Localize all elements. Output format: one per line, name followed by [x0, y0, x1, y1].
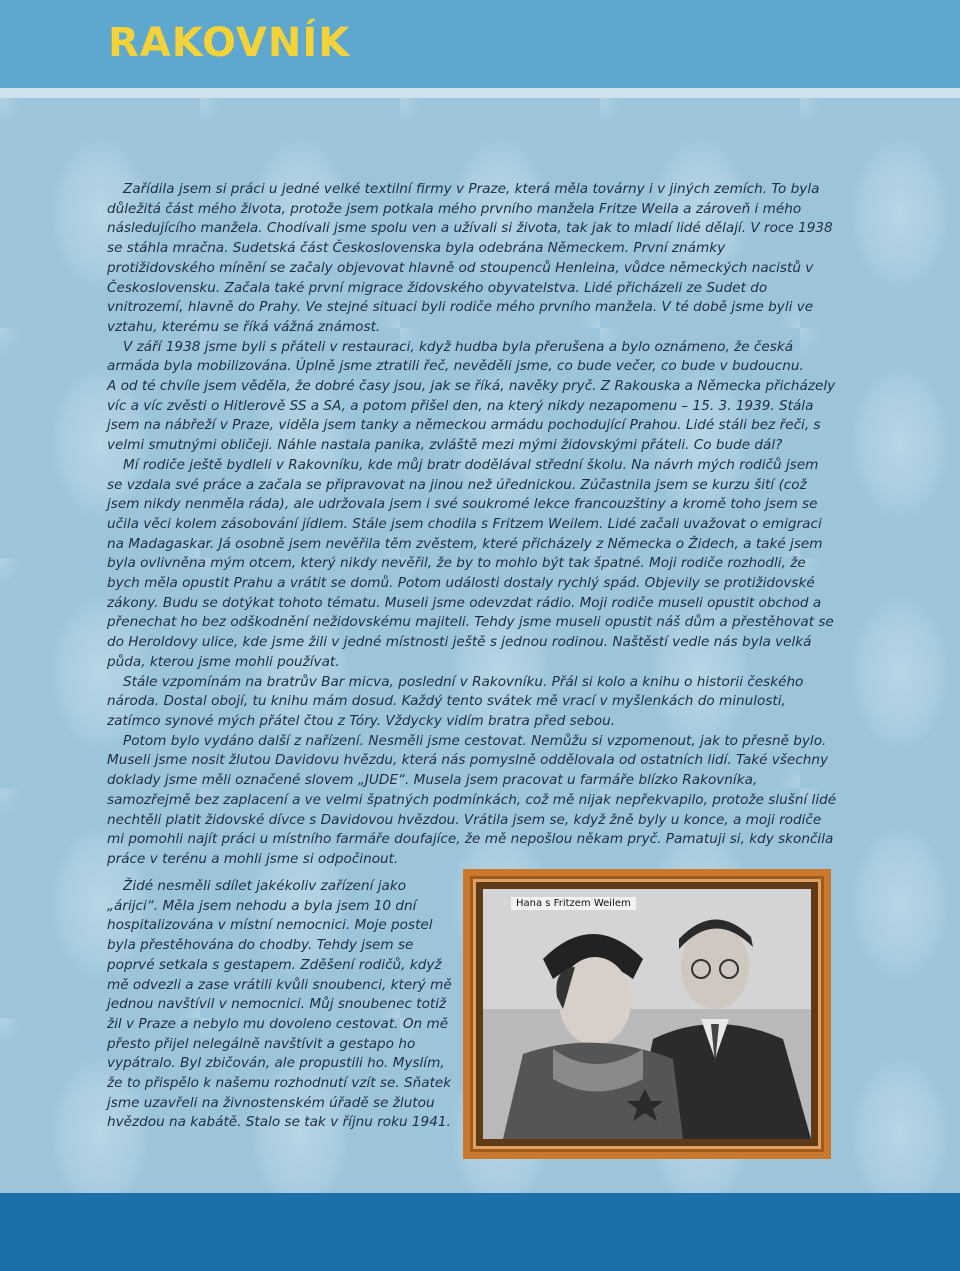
- paragraph: Stále vzpomínám na bratrův Bar micva, poslední v Rakovníku. Přál si kolo a knihu o historii českého národa. Dostal obojí, tu knihu mám dosud. Každý tento svátek mě vrací v myšlenkách do minulosti, zatímco synové mých přátel čtou z Tóry. Vždycky vidím bratra před sebou.: [107, 673, 804, 729]
- article-body: [107, 180, 837, 870]
- paragraph: Mí rodiče ještě bydleli v Rakovníku, kde můj bratr dodělával střední školu. Na návrh mých rodičů jsem se vzdala své práce a začala se připravovat na jinou než úřednickou. Zúčastnila jsem se kurzu šití (což jsem nikdy nenměla ráda), ale udržovala jsem i své soukromé lekce francouzštiny a kromě toho jsem se učila věci kolem zásobování jídlem. Stále jsem chodila s Fritzem Weilem. Lidé začali uvažovat o emigraci na Madagaskar. Já osobně jsem nevěřila těm zvěstem, které přicházely z Německa o Židech, a také jsem byla ovlivněna mým otcem, který nikdy nevěřil, že by to mohlo být tak špatné. Moji rodiče rozhodli, že bych měla opustit Prahu a vrátit se domů. Potom události dostaly rychlý spád. Objevily se protižidovské zákony. Budu se dotýkat tohoto tématu. Museli jsme odevzdat rádio. Moji rodiče museli opustit obchod a přenechat ho bez odškodnění nežidovskému majiteli. Tehdy jsme museli opustit náš dům a přestěhovat se do Heroldovy ulice, kde jsme žili v jedné místnosti ještě s jednou rodinou. Naštěstí vedle nás byla velká půda, kterou jsme mohli používat.: [107, 456, 834, 670]
- photo-caption: Hana s Fritzem Weilem: [511, 897, 636, 910]
- footer-band: [0, 1193, 960, 1271]
- paragraph: Potom bylo vydáno další z nařízení. Nesměli jsme cestovat. Nemůžu si vzpomenout, jak to přesně bylo. Museli jsme nosit žlutou Davidovu hvězdu, která nás pomyslně oddělovala od ostatních lidí. Také všechny doklady jsme měli označené slovem „JUDE“. Musela jsem pracovat u farmáře blízko Rakovníka, samozřejmě bez zaplacení a ve velmi špatných podmínkách, což mě nijak nepřekvapilo, protože slušní lidé nechtěli platit židovské dívce s Davidovou hvězdou. Vrátila jsem se, když žně byly u konce, a moji rodiče mi pomohli najít práci u místního farmáře doufajíce, že mě nepošlou někam pryč. Pamatuji si, kdy skončila práce v terénu a mohli jsme si odpočinout.: [107, 732, 837, 867]
- page-title: RAKOVNÍK: [108, 20, 351, 66]
- paragraph: A od té chvíle jsem věděla, že dobré časy jsou, jak se říká, navěky pryč. Z Rakouska a Německa přicházely víc a víc zvěsti o Hitlerově SS a SA, a potom přišel den, na který nikdy nezapomenu – 15. 3. 1939. Stála jsem na nábřeží v Praze, viděla jsem tanky a německou armádu pochodující Prahou. Lidé stáli bez řeči, s velmi smutnými obličeji. Náhle nastala panika, zvláště mezi mými židovskými přáteli. Co bude dál?: [107, 378, 836, 454]
- header-band: [0, 0, 960, 88]
- couple-photo: [483, 889, 811, 1139]
- paragraph: Židé nesměli sdílet jakékoliv zařízení jako „árijci“. Měla jsem nehodu a byla jsem 10 dní hospitalizována v místní nemocnici. Moje postel byla přestěhována do chodby. Tehdy jsem se poprvé setkala s gestapem. Zděšení rodičů, když mě odvezli a zase vrátili kvůli snoubenci, který mě jednou navštívil v nemocnici. Můj snoubenec totiž žil v Praze a nebylo mu dovoleno cestovat. On mě přesto přijel nelegálně navštívit a gestapo ho vypátralo. Byl zbičován, ale propustili ho. Myslím, že to přispělo k našemu rozhodnutí vzít se. Sňatek jsme uzavřeli na živnostenském úřadě se žlutou hvězdou na kabátě. Stalo se tak v říjnu roku 1941.: [107, 878, 452, 1131]
- paragraph: Zařídila jsem si práci u jedné velké textilní firmy v Praze, která měla továrny i v jiných zemích. To byla důležitá část mého života, protože jsem potkala mého prvního manžela Fritze Weila a zároveň i mého následujícího manžela. Chodívali jsme spolu ven a užívali si života, tak jak to mladí lidé dělají. V roce 1938 se stáhla mračna. Sudetská část Československa byla odebrána Německem. První známky protižidovského mínění se začaly objevovat hlavně od stoupenců Henleina, vůdce německých nacistů v Československu. Začala také první migrace židovského obyvatelstva. Lidé přicházeli ze Sudet do vnitrozemí, hlavně do Prahy. Ve stejné situaci byli rodiče mého prvního manžela. V té době jsme byli ve vztahu, kterému se říká vážná známost.: [107, 181, 833, 335]
- couple-photo-illustration: [483, 889, 811, 1139]
- paragraph: V září 1938 jsme byli s přáteli v restauraci, když hudba byla přerušena a bylo oznámeno, že česká armáda byla mobilizována. Úplně jsme ztratili řeč, nevěděli jsme, co bude večer, co bude v budoucnu.: [107, 338, 804, 375]
- header-separator: [0, 88, 960, 98]
- photo-frame: [463, 869, 831, 1159]
- article-body-narrow: [107, 877, 457, 1133]
